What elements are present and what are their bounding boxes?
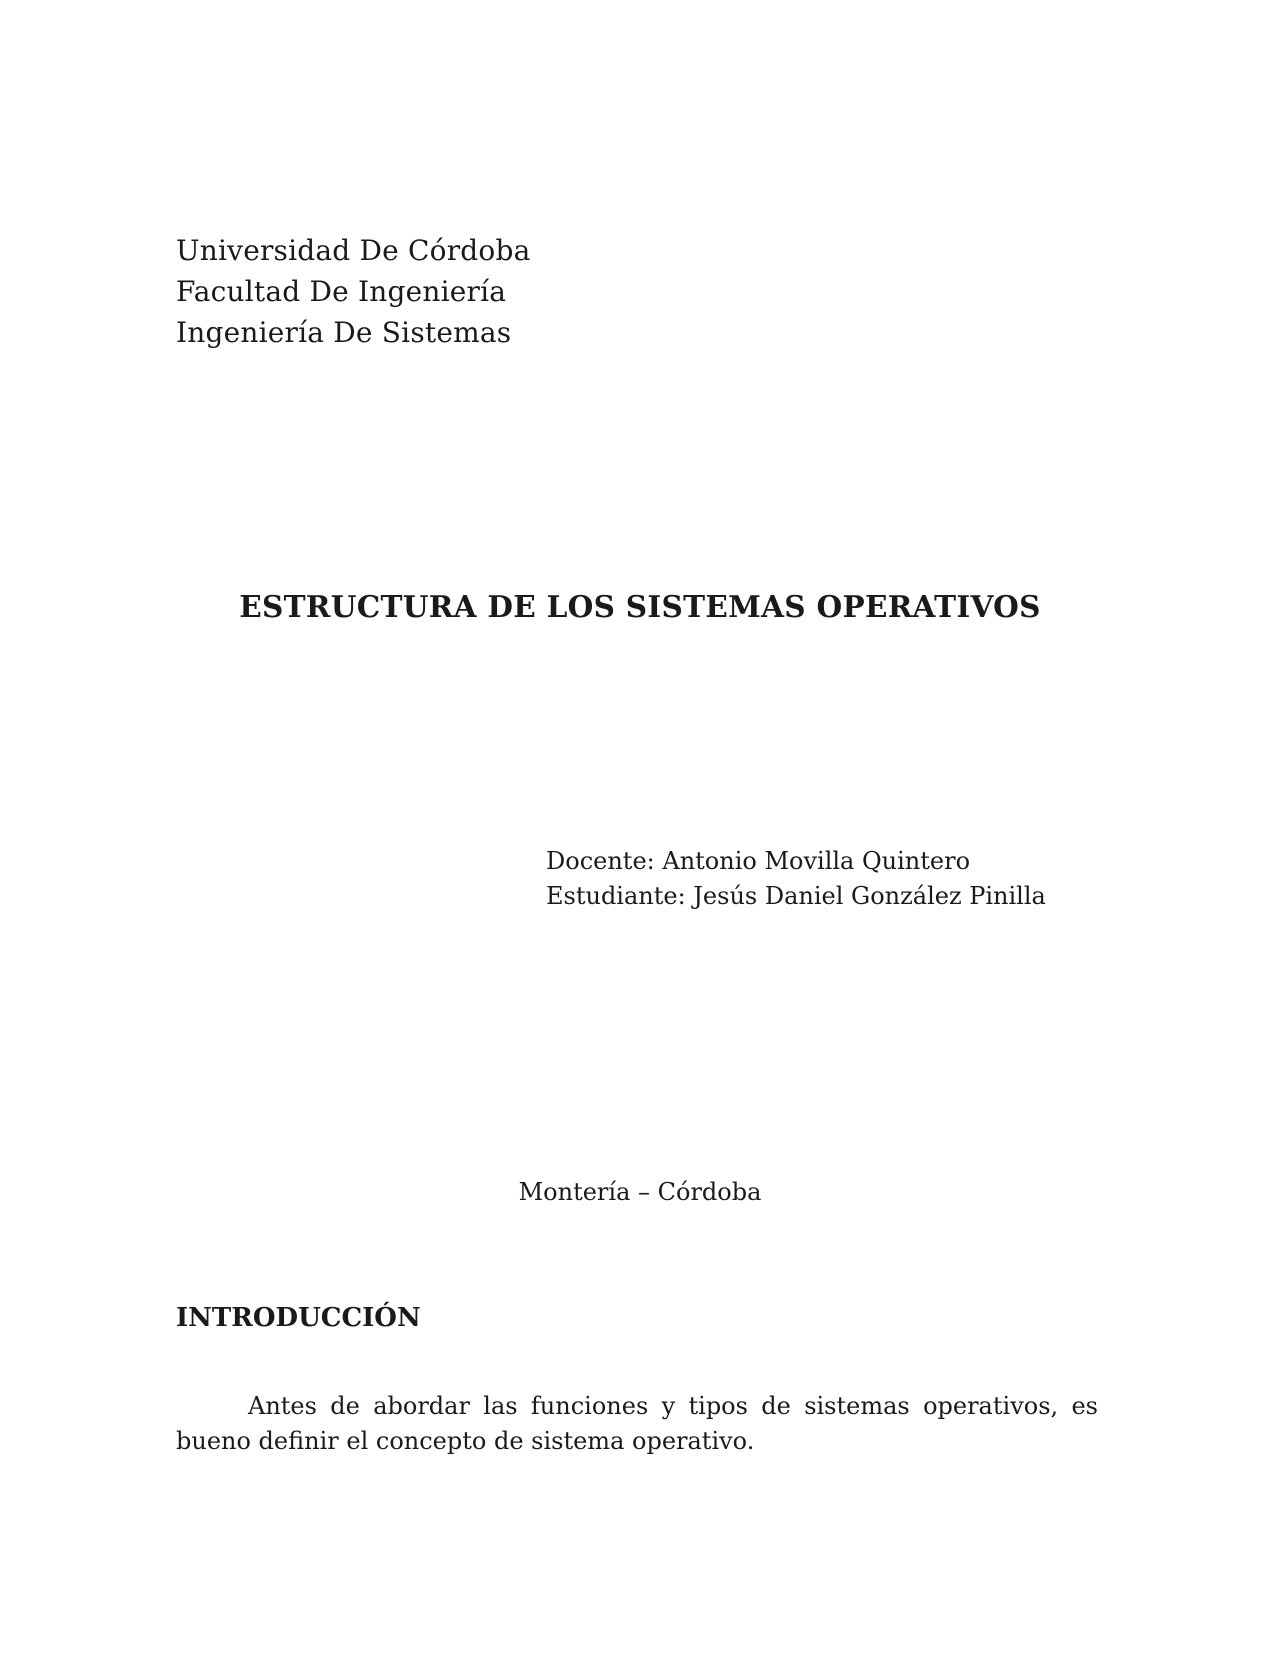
program-name: Ingeniería De Sistemas <box>176 316 512 349</box>
institution-header <box>176 230 531 353</box>
introduction-paragraph: Antes de abordar las funciones y tipos de sistemas operativos, es bueno definir el concepto de sistema operativo. <box>176 1392 1098 1455</box>
introduction-heading: INTRODUCCIÓN <box>176 1303 421 1333</box>
document-title: ESTRUCTURA DE LOS SISTEMAS OPERATIVOS <box>239 589 1041 624</box>
university-name: Universidad De Córdoba <box>176 234 531 267</box>
credits-block <box>546 844 1046 914</box>
teacher-line: Docente: Antonio Movilla Quintero <box>546 847 971 875</box>
location-line: Montería – Córdoba <box>518 1178 762 1206</box>
student-line: Estudiante: Jesús Daniel González Pinilla <box>546 882 1046 910</box>
faculty-name: Facultad De Ingeniería <box>176 275 507 308</box>
